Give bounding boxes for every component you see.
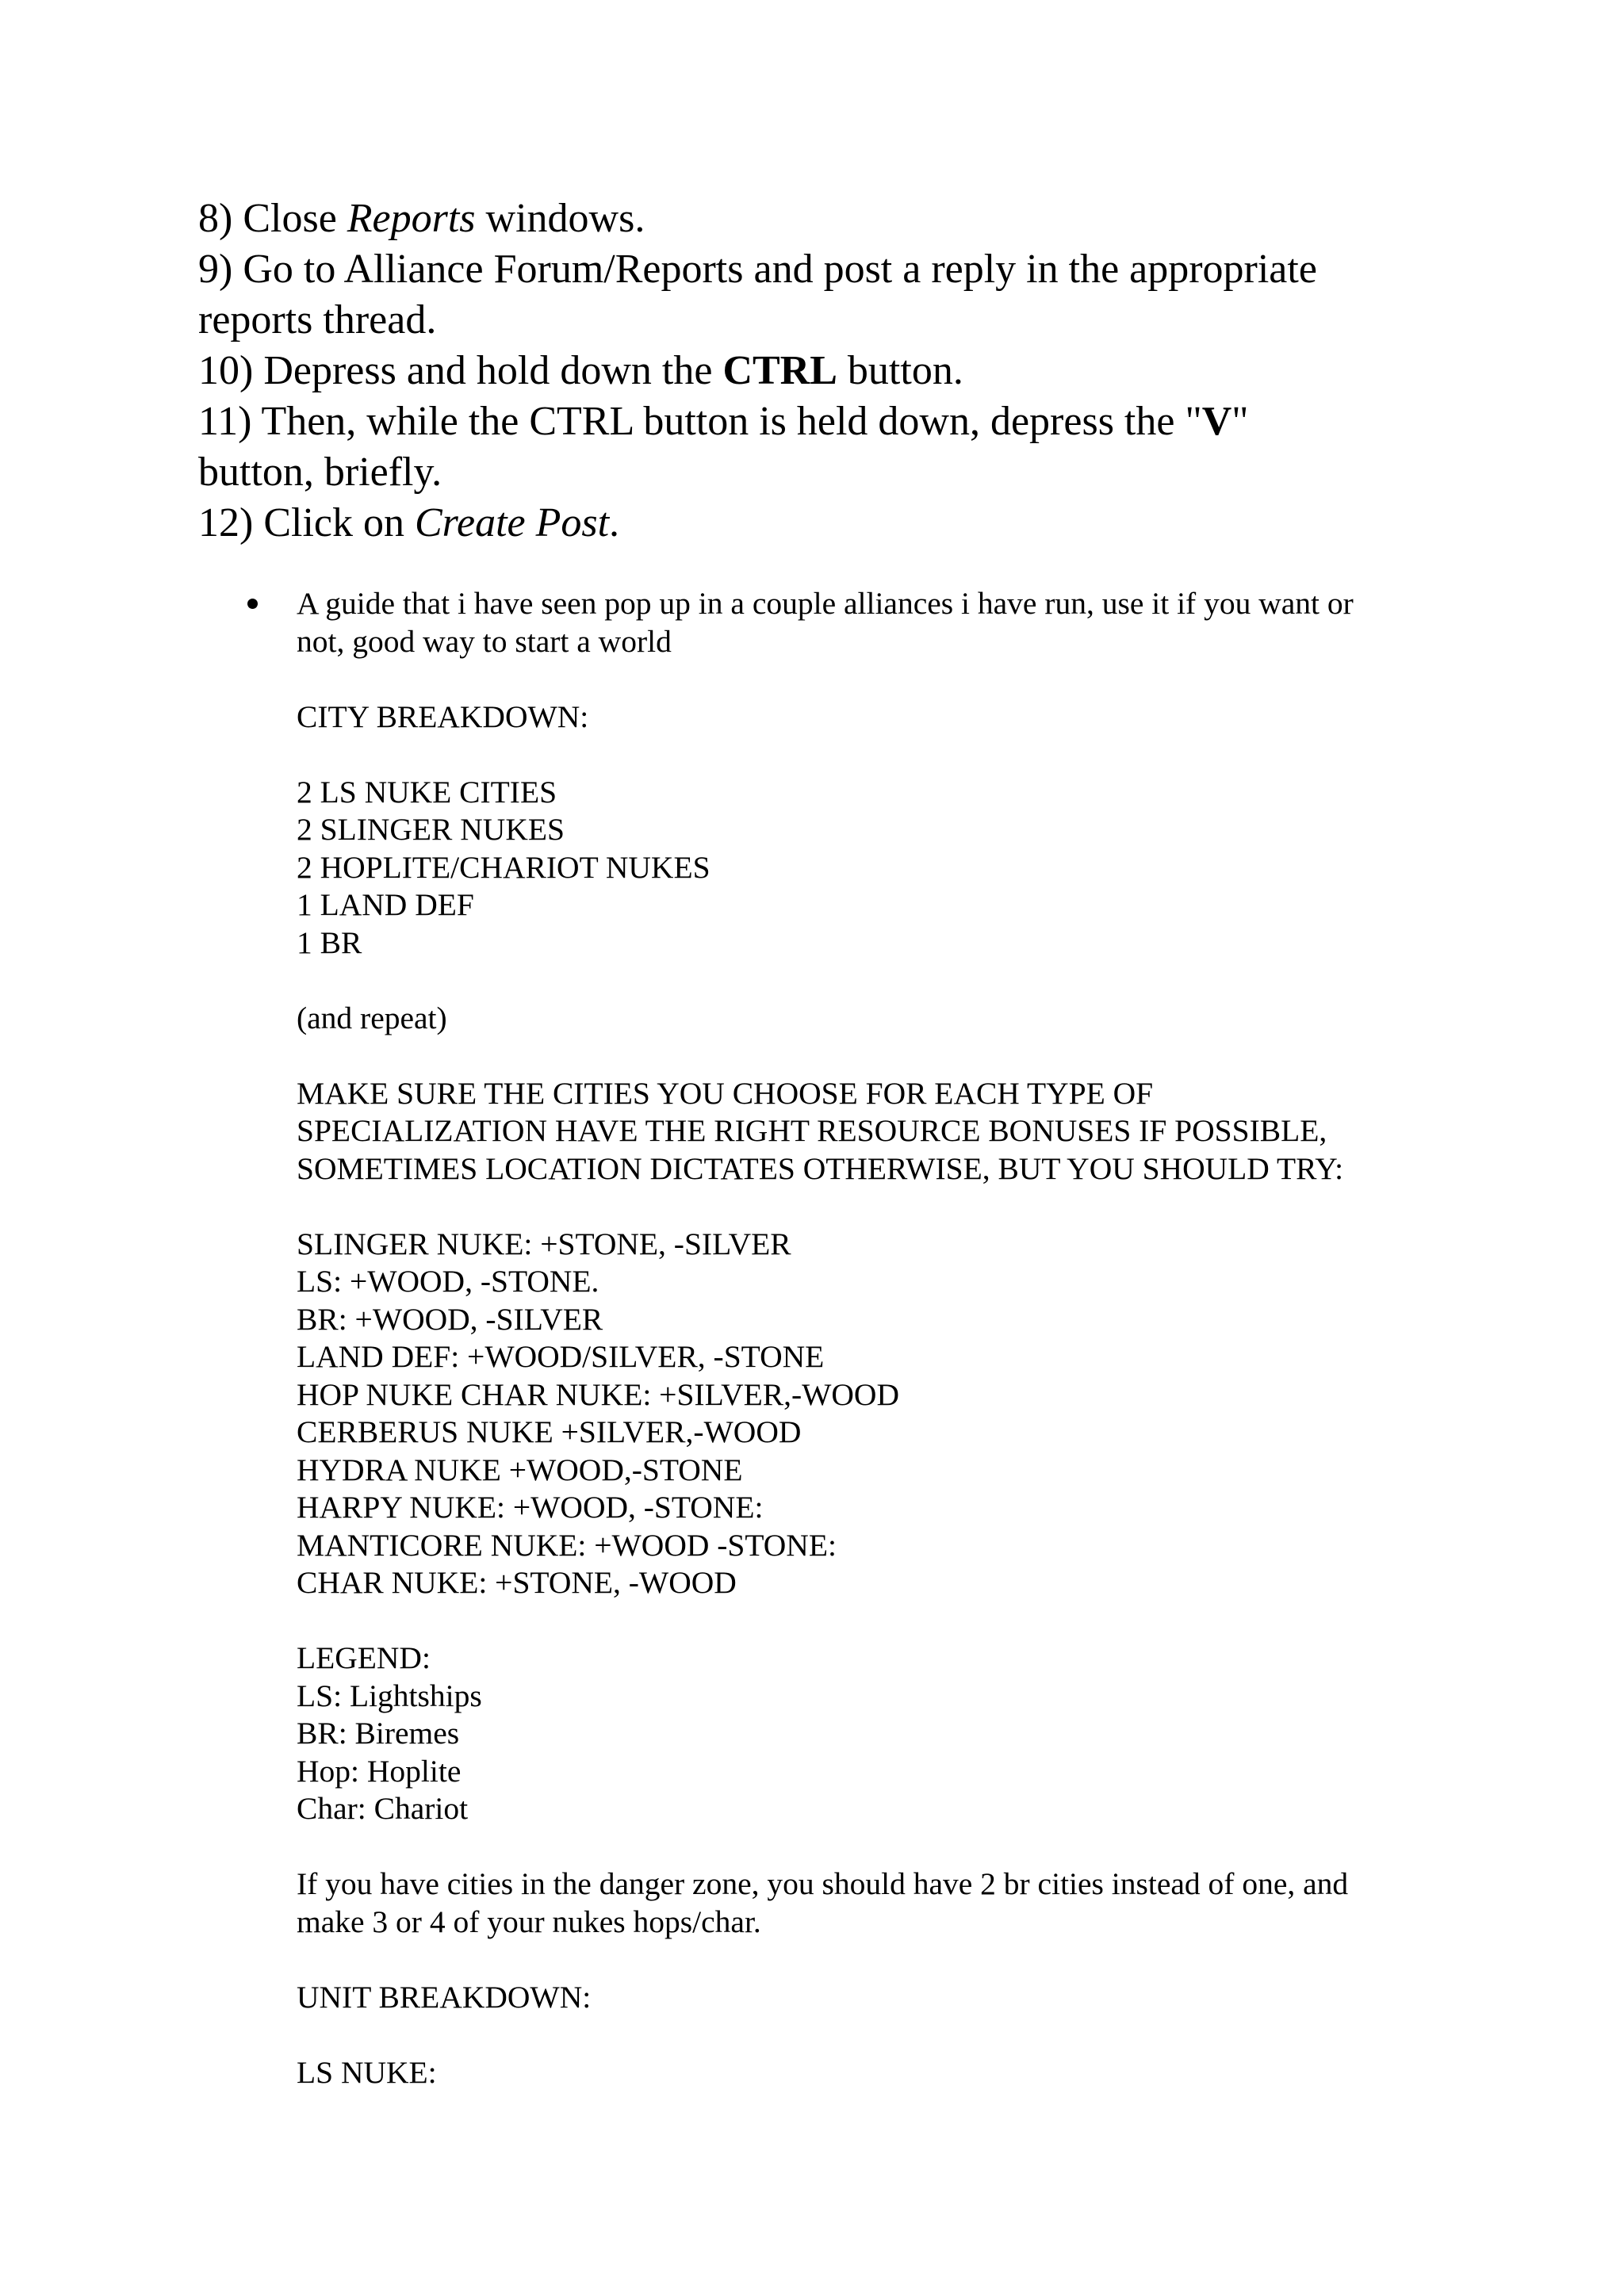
step-number: 9) <box>198 247 233 292</box>
text-line: LS NUKE: <box>297 2054 437 2090</box>
list-item: HOP NUKE CHAR NUKE: +SILVER,-WOOD <box>297 1376 899 1412</box>
text-line: SOMETIMES LOCATION DICTATES OTHERWISE, BUT YOU SHOULD TRY: <box>297 1150 1344 1186</box>
legend-item: BR: Biremes <box>297 1716 460 1751</box>
text-line: UNIT BREAKDOWN: <box>297 1979 592 2015</box>
text-line: A guide that i have seen pop up in a couple alliances i have run, use it if you want or <box>297 586 1354 621</box>
legend-heading: LEGEND: <box>297 1640 431 1675</box>
list-item: 2 HOPLITE/CHARIOT NUKES <box>297 849 710 885</box>
list-item: 2 SLINGER NUKES <box>297 812 565 847</box>
step-emphasis: Create Post <box>415 500 610 545</box>
list-item: LAND DEF: +WOOD/SILVER, -STONE <box>297 1339 825 1374</box>
unit-breakdown-heading <box>297 1979 1438 2017</box>
step-text: Then, while the CTRL button is held down, depress the " <box>261 399 1202 444</box>
danger-zone-paragraph <box>297 1866 1438 1941</box>
guide-intro <box>297 585 1438 660</box>
numbered-steps <box>198 193 1467 549</box>
step-8 <box>198 193 1467 244</box>
step-10 <box>198 346 1467 396</box>
guide-body <box>297 585 1438 2130</box>
repeat-note <box>297 1000 1438 1038</box>
make-sure-paragraph <box>297 1075 1438 1188</box>
list-item: HYDRA NUKE +WOOD,-STONE <box>297 1452 743 1487</box>
step-text: button. <box>837 348 963 393</box>
step-number: 8) <box>198 196 233 241</box>
step-9 <box>198 244 1467 346</box>
step-number: 12) <box>198 500 254 545</box>
list-item: 2 LS NUKE CITIES <box>297 774 557 809</box>
step-text: . <box>609 500 620 545</box>
step-emphasis: Reports <box>347 196 476 241</box>
list-item: MANTICORE NUKE: +WOOD -STONE: <box>297 1527 837 1563</box>
step-text: " <box>1231 399 1249 444</box>
step-text: Go to Alliance Forum/Reports and post a reply in the appropriate <box>243 247 1317 292</box>
step-11 <box>198 396 1467 498</box>
text-line: not, good way to start a world <box>297 623 672 659</box>
list-item: CHAR NUKE: +STONE, -WOOD <box>297 1565 737 1600</box>
text-line: SPECIALIZATION HAVE THE RIGHT RESOURCE BONUSES IF POSSIBLE, <box>297 1113 1327 1148</box>
step-text: windows. <box>475 196 645 241</box>
legend-item: Hop: Hoplite <box>297 1753 462 1789</box>
step-text: button, briefly. <box>198 450 442 495</box>
list-item: 1 LAND DEF <box>297 887 474 922</box>
bullet-icon <box>247 599 258 609</box>
step-text: reports thread. <box>198 297 437 342</box>
text-line: (and repeat) <box>297 1000 447 1035</box>
list-item: BR: +WOOD, -SILVER <box>297 1301 603 1337</box>
step-text: Close <box>243 196 347 241</box>
legend-item: LS: Lightships <box>297 1678 482 1713</box>
legend-item: Char: Chariot <box>297 1791 469 1826</box>
text-line: MAKE SURE THE CITIES YOU CHOOSE FOR EACH TYPE OF <box>297 1075 1154 1111</box>
step-number: 10) <box>198 348 254 393</box>
city-breakdown-heading <box>297 698 1438 737</box>
step-text: Depress and hold down the <box>263 348 723 393</box>
list-item: HARPY NUKE: +WOOD, -STONE: <box>297 1490 764 1525</box>
step-number: 11) <box>198 399 252 444</box>
step-strong: CTRL <box>722 348 837 393</box>
step-strong: V <box>1201 399 1232 444</box>
step-12 <box>198 498 1467 549</box>
text-line: make 3 or 4 of your nukes hops/char. <box>297 1904 761 1939</box>
legend <box>297 1640 1438 1828</box>
list-item: LS: +WOOD, -STONE. <box>297 1264 599 1299</box>
ls-nuke-heading <box>297 2054 1438 2092</box>
list-item: 1 BR <box>297 924 362 960</box>
resource-bonus-list <box>297 1226 1438 1602</box>
list-item: CERBERUS NUKE +SILVER,-WOOD <box>297 1414 802 1449</box>
text-line: CITY BREAKDOWN: <box>297 698 589 734</box>
city-list <box>297 774 1438 962</box>
step-text: Click on <box>263 500 415 545</box>
text-line: If you have cities in the danger zone, you should have 2 br cities instead of one, and <box>297 1866 1349 1901</box>
list-item: SLINGER NUKE: +STONE, -SILVER <box>297 1226 791 1261</box>
